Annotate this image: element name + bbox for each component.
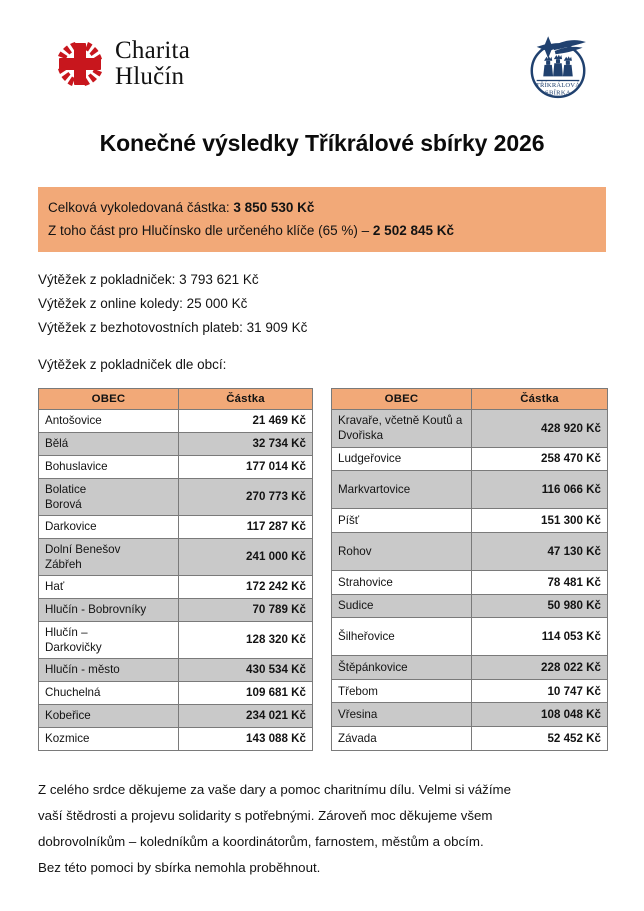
lines-spacer (38, 340, 606, 353)
cell-municipality: Šilheřovice (332, 618, 472, 656)
thank-you-paragraph (38, 777, 606, 881)
table-row (39, 538, 313, 575)
callout-line-share (46, 219, 598, 242)
svg-text:TŘÍKRÁLOVÁ: TŘÍKRÁLOVÁ (535, 82, 581, 90)
cell-municipality: Strahovice (332, 570, 472, 594)
callout-share-value: 2 502 845 Kč (372, 223, 454, 239)
table-row (39, 432, 313, 455)
charita-wordmark-line2: Hlučín (115, 62, 185, 90)
summary-line-cashless: Výtěžek z bezhotovostních plateb: 31 909 Kč (38, 320, 308, 336)
cell-amount: 151 300 Kč (472, 509, 608, 533)
cell-amount: 177 014 Kč (179, 455, 313, 478)
table-row (39, 409, 313, 432)
table-row (39, 621, 313, 658)
cell-amount: 228 022 Kč (472, 656, 608, 680)
cell-municipality: Bělá (39, 432, 179, 455)
table-row (332, 618, 608, 656)
cell-municipality: Kozmice (39, 727, 179, 750)
table-row (332, 656, 608, 680)
cell-amount: 270 773 Kč (179, 478, 313, 515)
table-row (332, 471, 608, 509)
table-row (332, 679, 608, 703)
cell-municipality: Chuchelná (39, 681, 179, 704)
cell-municipality: Hlučín - Bobrovníky (39, 598, 179, 621)
table-row (332, 703, 608, 727)
cell-amount: 116 066 Kč (472, 471, 608, 509)
cell-amount: 114 053 Kč (472, 618, 608, 656)
trikralova-sbirka-logo (517, 28, 599, 110)
table-header-row (39, 388, 313, 409)
thank-you-line-2: vaší štědrosti a projevu solidarity s potřebnými. Zároveň moc děkujeme všem (38, 807, 493, 823)
cell-amount: 234 021 Kč (179, 704, 313, 727)
cell-municipality: Hlučín - město (39, 658, 179, 681)
cell-municipality: Třebom (332, 679, 472, 703)
three-kings-icon (543, 55, 573, 77)
table-row (332, 594, 608, 618)
cell-amount: 430 534 Kč (179, 658, 313, 681)
table-row (39, 598, 313, 621)
table-row (39, 704, 313, 727)
cell-amount: 258 470 Kč (472, 447, 608, 471)
table-row (332, 570, 608, 594)
cell-amount: 50 980 Kč (472, 594, 608, 618)
column-header-obec: OBEC (39, 388, 179, 409)
table-row (332, 409, 608, 447)
table-row (332, 727, 608, 751)
cell-municipality: Kobeřice (39, 704, 179, 727)
cell-municipality: Rohov (332, 532, 472, 570)
cell-amount: 78 481 Kč (472, 570, 608, 594)
cell-municipality: Darkovice (39, 515, 179, 538)
table-row (39, 478, 313, 515)
thank-you-line-3: dobrovolníkům – koledníkům a koordinátorům, farnostem, městům a obcím. (38, 833, 484, 849)
callout-line-total (46, 196, 598, 219)
cell-amount: 32 734 Kč (179, 432, 313, 455)
table-row (39, 681, 313, 704)
summary-line-cashboxes: Výtěžek z pokladniček: 3 793 621 Kč (38, 272, 259, 288)
cell-amount: 117 287 Kč (179, 515, 313, 538)
municipality-table-right (331, 388, 608, 751)
charita-cross-icon (55, 39, 105, 89)
cell-municipality: Štěpánkovice (332, 656, 472, 680)
cell-amount: 108 048 Kč (472, 703, 608, 727)
charita-wordmark-line1: Charita (115, 37, 190, 64)
cell-amount: 109 681 Kč (179, 681, 313, 704)
cell-municipality: Antošovice (39, 409, 179, 432)
cell-amount: 143 088 Kč (179, 727, 313, 750)
cell-municipality: Ludgeřovice (332, 447, 472, 471)
table-body-left (39, 409, 313, 750)
cell-amount: 128 320 Kč (179, 621, 313, 658)
callout-total-value: 3 850 530 Kč (233, 200, 315, 215)
charita-wordmark (115, 38, 190, 89)
callout-total-label: Celková vykoledovaná částka: (48, 200, 234, 215)
table-row (39, 515, 313, 538)
cell-amount: 47 130 Kč (472, 532, 608, 570)
document-header (0, 0, 644, 108)
tables-intro: Výtěžek z pokladniček dle obcí: (38, 357, 227, 373)
cell-municipality: Markvartovice (332, 471, 472, 509)
municipality-tables (0, 388, 644, 751)
summary-line-online: Výtěžek z online koledy: 25 000 Kč (38, 296, 248, 312)
cell-amount: 172 242 Kč (179, 575, 313, 598)
cell-municipality: Kravaře, včetně Koutů a Dvořiska (332, 409, 472, 447)
table-body-right (332, 409, 608, 750)
cell-municipality: Hať (39, 575, 179, 598)
cell-municipality: Bohuslavice (39, 455, 179, 478)
column-header-castka: Částka (472, 388, 608, 409)
charita-hlucin-logo (55, 38, 190, 89)
table-row (332, 532, 608, 570)
summary-lines (38, 268, 606, 377)
table-row (39, 575, 313, 598)
cell-amount: 428 920 Kč (472, 409, 608, 447)
page-title: Konečné výsledky Tříkrálové sbírky 2026 (99, 130, 545, 156)
table-row (39, 727, 313, 750)
cell-municipality: Hlučín – Darkovičky (39, 621, 179, 658)
svg-text:SBÍRKA: SBÍRKA (545, 89, 571, 97)
cell-municipality: Sudice (332, 594, 472, 618)
totals-callout (38, 187, 606, 252)
cell-municipality: Závada (332, 727, 472, 751)
cell-amount: 241 000 Kč (179, 538, 313, 575)
table-row (39, 455, 313, 478)
thank-you-line-1: Z celého srdce děkujeme za vaše dary a pomoc charitnímu dílu. Velmi si vážíme (38, 781, 511, 797)
cell-amount: 21 469 Kč (179, 409, 313, 432)
cell-amount: 10 747 Kč (472, 679, 608, 703)
cell-amount: 70 789 Kč (179, 598, 313, 621)
cell-municipality: Dolní Benešov Zábřeh (39, 538, 179, 575)
cell-municipality: Bolatice Borová (39, 478, 179, 515)
cell-municipality: Vřesina (332, 703, 472, 727)
municipality-table-left (38, 388, 313, 751)
table-row (332, 509, 608, 533)
thank-you-line-4: Bez této pomoci by sbírka nemohla proběhnout. (38, 859, 321, 875)
cell-municipality: Píšť (332, 509, 472, 533)
callout-share-label: Z toho část pro Hlučínsko dle určeného klíče (65 %) – (48, 223, 373, 239)
table-row (332, 447, 608, 471)
table-row (39, 658, 313, 681)
table-header-row (332, 388, 608, 409)
column-header-obec: OBEC (332, 388, 472, 409)
column-header-castka: Částka (179, 388, 313, 409)
cell-amount: 52 452 Kč (472, 727, 608, 751)
